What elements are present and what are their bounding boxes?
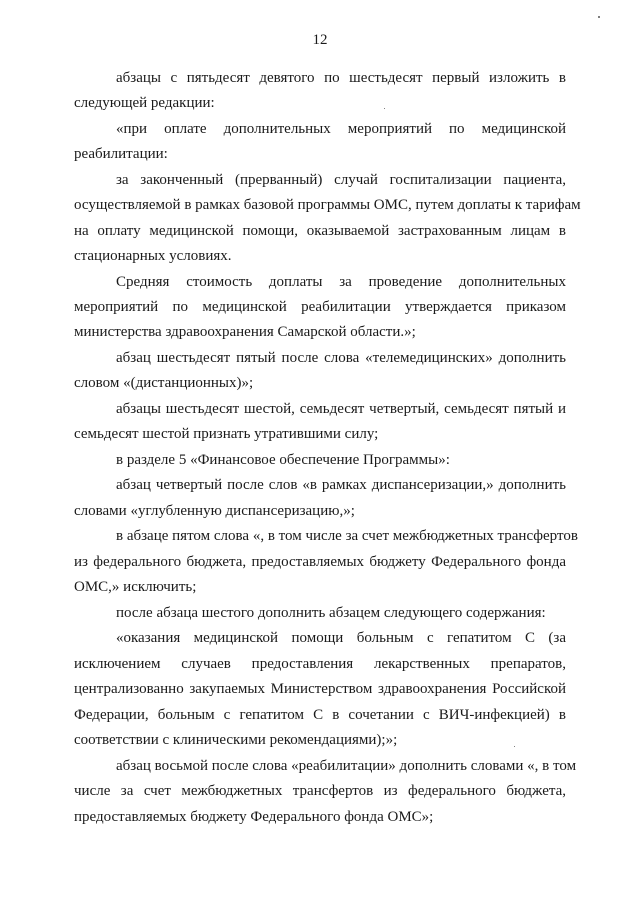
scan-speck — [384, 108, 385, 109]
page-number: 12 — [312, 32, 328, 48]
text-line: из федерального бюджета, предоставляемых бюджету Федерального фонда — [74, 554, 566, 570]
text-line: после абзаца шестого дополнить абзацем следующего содержания: — [116, 605, 546, 621]
text-line: исключением случаев предоставления лекарственных препаратов, — [74, 656, 566, 672]
text-line: абзацы шестьдесят шестой, семьдесят четвертый, семьдесят пятый и — [116, 401, 566, 417]
text-line: осуществляемой в рамках базовой программы ОМС, путем доплаты к тарифам — [74, 197, 581, 213]
text-line: предоставляемых бюджету Федерального фонда ОМС»; — [74, 809, 434, 825]
text-line: Федерации, больным с гепатитом С в сочетании с ВИЧ-инфекцией) в — [74, 707, 566, 723]
text-line: абзац четвертый после слов «в рамках диспансеризации,» дополнить — [116, 477, 566, 493]
text-line: стационарных условиях. — [74, 248, 232, 264]
text-line: «при оплате дополнительных мероприятий по медицинской — [116, 121, 566, 137]
text-line: министерства здравоохранения Самарской области.»; — [74, 324, 416, 340]
text-line: абзацы с пятьдесят девятого по шестьдесят первый изложить в — [116, 70, 566, 86]
text-line: словами «углубленную диспансеризацию,»; — [74, 503, 355, 519]
text-line: ОМС,» исключить; — [74, 579, 197, 595]
text-line: соответствии с клиническими рекомендациями);»; — [74, 732, 398, 748]
text-line: Средняя стоимость доплаты за проведение дополнительных — [116, 274, 566, 290]
text-line: словом «(дистанционных)»; — [74, 375, 254, 391]
text-line: абзац шестьдесят пятый после слова «телемедицинских» дополнить — [116, 350, 566, 366]
text-line: мероприятий по медицинской реабилитации утверждается приказом — [74, 299, 566, 315]
text-line: абзац восьмой после слова «реабилитации» дополнить словами «, в том — [116, 758, 577, 774]
text-line: в разделе 5 «Финансовое обеспечение Программы»: — [116, 452, 450, 468]
text-line: семьдесят шестой признать утратившими силу; — [74, 426, 379, 442]
text-line: в абзаце пятом слова «, в том числе за счет межбюджетных трансфертов — [116, 528, 578, 544]
text-line: «оказания медицинской помощи больным с гепатитом С (за — [116, 630, 566, 646]
text-line: централизованно закупаемых Министерством здравоохранения Российской — [74, 681, 566, 697]
text-line: реабилитации: — [74, 146, 168, 162]
scan-speck — [598, 16, 600, 18]
text-line: на оплату медицинской помощи, оказываемой застрахованным лицам в — [74, 223, 566, 239]
text-line: за законченный (прерванный) случай госпитализации пациента, — [116, 172, 566, 188]
scan-speck — [514, 746, 515, 747]
text-line: следующей редакции: — [74, 95, 215, 111]
text-line: числе за счет межбюджетных трансфертов из федерального бюджета, — [74, 783, 566, 799]
